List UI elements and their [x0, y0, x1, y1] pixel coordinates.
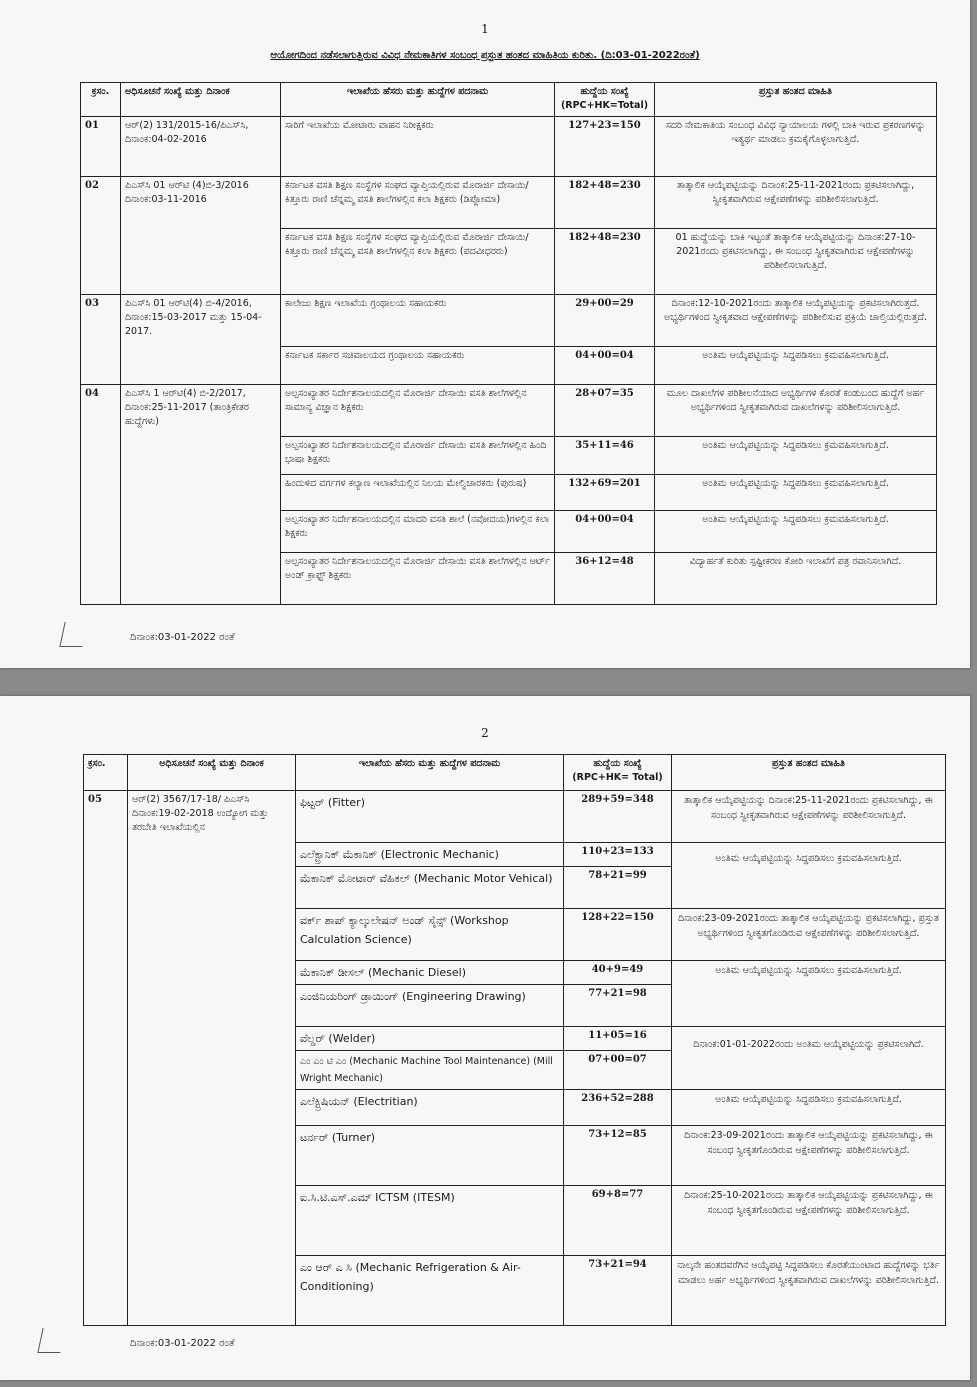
- post-name: ವರ್ಕ್ ಶಾಪ್ ಕ್ಯಾಲ್ಕುಲೇಷನ್ ಅಂಡ್ ಸೈನ್ಸ್ (Workshop Calculation Science): [296, 909, 564, 961]
- page-title: ಆಯೋಗದಿಂದ ನಡೆಸಲಾಗುತ್ತಿರುವ ವಿವಿಧ ನೇಮಕಾತಿಗಳ ಸಂಬಂಧ ಪ್ರಸ್ತುತ ಹಂತದ ಮಾಹಿತಿಯ ಕುರಿತು. (ದಿ:03-01-2022ರಂತೆ): [270, 50, 700, 61]
- status-text: ಅಂತಿಮ ಆಯ್ಕೆಪಟ್ಟಿಯನ್ನು ಸಿದ್ಧಪಡಿಸಲು ಕ್ರಮವಹಿಸಲಾಗುತ್ತಿದೆ.: [672, 961, 946, 1027]
- table-row: [81, 177, 937, 229]
- post-count: 127+23=150: [555, 117, 655, 177]
- post-name: ಎಂಜಿನಿಯರಿಂಗ್ ಡ್ರಾಯಿಂಗ್ (Engineering Drawing): [296, 985, 564, 1027]
- header-notification: ಅಧಿಸೂಚನೆ ಸಂಖ್ಯೆ ಮತ್ತು ದಿನಾಂಕ: [128, 755, 296, 791]
- header-posts: ಹುದ್ದೆಯ ಸಂಖ್ಯೆ (RPC+HK=Total): [555, 83, 655, 117]
- document-page-2: [0, 696, 970, 1380]
- table-row: [81, 117, 937, 177]
- notification-number: ಪಿಎಸ್‌ಸಿ 01 ಆರ್‌ಟಿ(4) ಬಿ-4/2016, ದಿನಾಂಕ:15-03-2017 ಮತ್ತು 15-04-2017.: [121, 295, 281, 385]
- status-text: ದಿನಾಂಕ:23-09-2021ರಂದು ತಾತ್ಕಾಲಿಕ ಆಯ್ಕೆಪಟ್ಟಿಯನ್ನು ಪ್ರಕಟಿಸಲಾಗಿದ್ದು, ಈ ಸಂಬಂಧ ಸ್ವೀಕೃತಗೊಂಡಿರುವ ಆಕ್ಷೇಪಣೆಗಳನ್ನು ಪರಿಶೀಲಿಸಲಾಗುತ್ತಿದೆ.: [672, 1126, 946, 1186]
- header-sl: ಕ್ರಸಂ.: [81, 83, 121, 117]
- header-notification: ಅಧಿಸೂಚನೆ ಸಂಖ್ಯೆ ಮತ್ತು ದಿನಾಂಕ: [121, 83, 281, 117]
- handwritten-tick-mark: [59, 622, 87, 647]
- post-count: 132+69=201: [555, 475, 655, 511]
- status-text: ನಾಲ್ಕನೇ ಹಂತದವರೆಗಿನ ಆಯ್ಕೆಪಟ್ಟಿ ಸಿದ್ಧಪಡಿಸಲು ಕೊರತೆಯುಂಟಾದ ಹುದ್ದೆಗಳನ್ನು ಭರ್ತಿ ಮಾಡಲು ಅರ್ಹ ಅಭ್ಯರ್ಥಿಗಳಿಂದ ಸ್ವೀಕೃತವಾಗಿರುವ ದಾಖಲೆಗಳನ್ನು ಪರಿಶೀಲಿಸಲಾಗುತ್ತಿದೆ.: [672, 1256, 946, 1326]
- status-text: ದಿನಾಂಕ:23-09-2021ರಂದು ತಾತ್ಕಾಲಿಕ ಆಯ್ಕೆಪಟ್ಟಿಯನ್ನು ಪ್ರಕಟಿಸಲಾಗಿದ್ದು, ಪ್ರಸ್ತುತ ಅಭ್ಯರ್ಥಿಗಳಿಂದ ಸ್ವೀಕೃತಗೊಂಡಿರುವ ಆಕ್ಷೇಪಣೆಗಳನ್ನು ಪರಿಶೀಲಿಸಲಾಗುತ್ತಿದೆ.: [672, 909, 946, 961]
- document-page-1: [0, 0, 970, 668]
- post-count: 110+23=133: [564, 843, 672, 867]
- table-header-row: [81, 83, 937, 117]
- page-number: 1: [481, 22, 489, 36]
- header-department: ಇಲಾಖೆಯ ಹೆಸರು ಮತ್ತು ಹುದ್ದೆಗಳ ಪದನಾಮ: [296, 755, 564, 791]
- post-count: 07+00=07: [564, 1051, 672, 1090]
- table-row: [81, 295, 937, 347]
- post-name: ಮೆಕಾನಿಕ್ ಡೀಸಲ್ (Mechanic Diesel): [296, 961, 564, 985]
- post-count: 28+07=35: [555, 385, 655, 437]
- handwritten-tick-mark: [37, 1328, 65, 1353]
- status-text: ದಿನಾಂಕ:12-10-2021ರಂದು ತಾತ್ಕಾಲಿಕ ಆಯ್ಕೆಪಟ್ಟಿಯನ್ನು ಪ್ರಕಟಿಸಲಾಗಿರುತ್ತದೆ. ಅಭ್ಯರ್ಥಿಗಳಿಂದ ಸ್ವೀಕೃತವಾದ ಆಕ್ಷೇಪಣೆಗಳನ್ನು ಪರಿಶೀಲಿಸುವ ಪ್ರಕ್ರಿಯೆ ಚಾಲ್ತಿಯಲ್ಲಿರುತ್ತದೆ.: [655, 295, 937, 347]
- post-count: 236+52=288: [564, 1090, 672, 1126]
- post-name: ಎಲೆಕ್ಟ್ರಿಷಿಯನ್ (Electritian): [296, 1090, 564, 1126]
- sl-number: 02: [81, 177, 121, 295]
- notification-number: ಪಿಎಸ್‌ಸಿ 01 ಆರ್‌ಟಿ (4)ಬಿ-3/2016 ದಿನಾಂಕ:03-11-2016: [121, 177, 281, 295]
- status-text: ಅಂತಿಮ ಆಯ್ಕೆಪಟ್ಟಿಯನ್ನು ಸಿದ್ಧಪಡಿಸಲು ಕ್ರಮವಹಿಸಲಾಗುತ್ತಿದೆ.: [672, 1090, 946, 1126]
- post-count: 11+05=16: [564, 1027, 672, 1051]
- header-sl: ಕ್ರಸಂ.: [84, 755, 128, 791]
- table-row: [81, 385, 937, 437]
- status-text: ದಿನಾಂಕ:01-01-2022ರಂದು ಅಂತಿಮ ಆಯ್ಕೆಪಟ್ಟಿಯನ್ನು ಪ್ರಕಟಿಸಲಾಗಿದೆ.: [672, 1027, 946, 1090]
- status-text: ಸದರಿ ನೇಮಕಾತಿಯ ಸಂಬಂಧ ವಿವಿಧ ನ್ಯಾಯಾಲಯ ಗಳಲ್ಲಿ ಬಾಕಿ ಇರುವ ಪ್ರಕರಣಗಳನ್ನು ಇತ್ಯರ್ಥ ಮಾಡಲು ಕ್ರಮಕೈಗೊಳ್ಳಲಾಗುತ್ತಿದೆ.: [655, 117, 937, 177]
- table-row: [84, 791, 946, 843]
- post-count: 182+48=230: [555, 229, 655, 295]
- post-name: ಕರ್ನಾಟಕ ವಸತಿ ಶಿಕ್ಷಣ ಸಂಸ್ಥೆಗಳ ಸಂಘದ ವ್ಯಾಪ್ತಿಯಲ್ಲಿರುವ ಮೊರಾರ್ಜಿ ದೇಸಾಯಿ/ ಕಿತ್ತೂರು ರಾಣಿ ಚೆನ್ನಮ್ಮ ವಸತಿ ಶಾಲೆಗಳಲ್ಲಿನ ಕಲಾ ಶಿಕ್ಷಕರು (ಪದವೀಧರರು): [281, 229, 555, 295]
- post-count: 128+22=150: [564, 909, 672, 961]
- post-name: ಅಲ್ಪಸಂಖ್ಯಾತರ ನಿರ್ದೇಶನಾಲಯದಲ್ಲಿನ ಮೊರಾರ್ಜಿ ದೇಸಾಯಿ ವಸತಿ ಶಾಲೆಗಳಲ್ಲಿನ ಸಾಮಾನ್ಯ ವಿಜ್ಞಾನ ಶಿಕ್ಷಕರು: [281, 385, 555, 437]
- post-name: ಕರ್ನಾಟಕ ಸರ್ಕಾರ ಸಚಿವಾಲಯದ ಗ್ರಂಥಾಲಯ ಸಹಾಯಕರು: [281, 347, 555, 385]
- post-name: ಫಿಟ್ಟರ್ (Fitter): [296, 791, 564, 843]
- header-department: ಇಲಾಖೆಯ ಹೆಸರು ಮತ್ತು ಹುದ್ದೆಗಳ ಪದನಾಮ: [281, 83, 555, 117]
- sl-number: 01: [81, 117, 121, 177]
- post-name: ಎಂ ಎಂ ಟಿ ಎಂ (Mechanic Machine Tool Maintenance) (Mill Wright Mechanic): [296, 1051, 564, 1090]
- notification-number: ಆರ್(2) 131/2015-16/ಪಿಎಸ್‌ಸಿ, ದಿನಾಂಕ:04-02-2016: [121, 117, 281, 177]
- post-count: 04+00=04: [555, 511, 655, 553]
- recruitment-status-table: [80, 82, 937, 605]
- post-count: 04+00=04: [555, 347, 655, 385]
- status-text: ಅಂತಿಮ ಆಯ್ಕೆಪಟ್ಟಿಯನ್ನು ಸಿದ್ಧಪಡಿಸಲು ಕ್ರಮವಹಿಸಲಾಗುತ್ತಿದೆ.: [672, 843, 946, 909]
- recruitment-status-table: [83, 754, 946, 1326]
- notification-number: ಪಿಎಸ್‌ಸಿ 1 ಆರ್‌ಟಿ(4) ಬಿ-2/2017, ದಿನಾಂಕ:25-11-2017 (ತಾಂತ್ರಿಕೇತರ ಹುದ್ದೆಗಳು): [121, 385, 281, 605]
- post-name: ಮೆಕಾನಿಕ್ ಮೋಟಾರ್ ವೆಹಿಕಲ್ (Mechanic Motor Vehical): [296, 867, 564, 909]
- status-text: ಅಂತಿಮ ಆಯ್ಕೆಪಟ್ಟಿಯನ್ನು ಸಿದ್ಧಪಡಿಸಲು ಕ್ರಮವಹಿಸಲಾಗುತ್ತಿದೆ.: [655, 437, 937, 475]
- post-count: 35+11=46: [555, 437, 655, 475]
- post-name: ಟರ್ನರ್ (Turner): [296, 1126, 564, 1186]
- sl-number: 05: [84, 791, 128, 1326]
- status-text: ದಿನಾಂಕ:25-10-2021ರಂದು ತಾತ್ಕಾಲಿಕ ಆಯ್ಕೆಪಟ್ಟಿಯನ್ನು ಪ್ರಕಟಿಸಲಾಗಿದ್ದು, ಈ ಸಂಬಂಧ ಸ್ವೀಕೃತಗೊಂಡಿರುವ ಆಕ್ಷೇಪಣೆಗಳನ್ನು ಪರಿಶೀಲಿಸಲಾಗುತ್ತಿದೆ.: [672, 1186, 946, 1256]
- sl-number: 04: [81, 385, 121, 605]
- post-name: ಅಲ್ಪಸಂಖ್ಯಾತರ ನಿರ್ದೇಶನಾಲಯದಲ್ಲಿನ ಮೊರಾರ್ಜಿ ದೇಸಾಯಿ ವಸತಿ ಶಾಲೆಗಳಲ್ಲಿನ ಆರ್ಟ್ ಅಂಡ್ ಕ್ರಾಫ್ಟ್ ಶಿಕ್ಷಕರು: [281, 553, 555, 605]
- status-text: ಅಂತಿಮ ಆಯ್ಕೆಪಟ್ಟಿಯನ್ನು ಸಿದ್ಧಪಡಿಸಲು ಕ್ರಮವಹಿಸಲಾಗುತ್ತಿದೆ.: [655, 347, 937, 385]
- status-text: ವಿದ್ಯಾರ್ಹತೆ ಕುರಿತು ಸ್ಪಷ್ಟೀಕರಣ ಕೋರಿ ಇಲಾಖೆಗೆ ಪತ್ರ ರವಾನಿಸಲಾಗಿದೆ.: [655, 553, 937, 605]
- page-footer-date: ದಿನಾಂಕ:03-01-2022 ರಂತೆ: [130, 1338, 235, 1349]
- post-count: 78+21=99: [564, 867, 672, 909]
- post-name: ಐ.ಸಿ.ಟಿ.ಎಸ್.ಎಮ್ ICTSM (ITESM): [296, 1186, 564, 1256]
- post-count: 73+12=85: [564, 1126, 672, 1186]
- header-status: ಪ್ರಸ್ತುತ ಹಂತದ ಮಾಹಿತಿ: [655, 83, 937, 117]
- header-posts: ಹುದ್ದೆಯ ಸಂಖ್ಯೆ (RPC+HK= Total): [564, 755, 672, 791]
- post-count: 40+9=49: [564, 961, 672, 985]
- post-name: ಎಲೆಕ್ಟ್ರಾನಿಕ್ ಮೆಕಾನಿಕ್ (Electronic Mechanic): [296, 843, 564, 867]
- post-count: 77+21=98: [564, 985, 672, 1027]
- post-count: 69+8=77: [564, 1186, 672, 1256]
- status-text: 01 ಹುದ್ದೆಯನ್ನು ಬಾಕಿ ಇಟ್ಟಂತೆ ತಾತ್ಕಾಲಿಕ ಆಯ್ಕೆಪಟ್ಟಿಯನ್ನು ದಿನಾಂಕ:27-10-2021ರಂದು ಪ್ರಕಟಿಸಲಾಗಿದ್ದು, ಈ ಸಂಬಂಧ ಸ್ವೀಕೃತವಾಗಿರುವ ಆಕ್ಷೇಪಣೆಗಳನ್ನು ಪರಿಶೀಲಿಸಲಾಗುತ್ತಿದೆ.: [655, 229, 937, 295]
- post-name: ಎಂ ಆರ್ ಎ ಸಿ (Mechanic Refrigeration & Air-Conditioning): [296, 1256, 564, 1326]
- post-name: ಸಾರಿಗೆ ಇಲಾಖೆಯ ಮೋಟಾರು ವಾಹನ ನಿರೀಕ್ಷಕರು: [281, 117, 555, 177]
- post-name: ಕರ್ನಾಟಕ ವಸತಿ ಶಿಕ್ಷಣ ಸಂಸ್ಥೆಗಳ ಸಂಘದ ವ್ಯಾಪ್ತಿಯಲ್ಲಿರುವ ಮೊರಾರ್ಜಿ ದೇಸಾಯಿ/ ಕಿತ್ತೂರು ರಾಣಿ ಚೆನ್ನಮ್ಮ ವಸತಿ ಶಾಲೆಗಳಲ್ಲಿನ ಕಲಾ ಶಿಕ್ಷಕರು (ಡಿಪ್ಲೋಮಾ): [281, 177, 555, 229]
- post-name: ಕಾಲೇಜು ಶಿಕ್ಷಣ ಇಲಾಖೆಯ ಗ್ರಂಥಾಲಯ ಸಹಾಯಕರು: [281, 295, 555, 347]
- post-name: ಅಲ್ಪಸಂಖ್ಯಾತರ ನಿರ್ದೇಶನಾಲಯದಲ್ಲಿನ ಮಾದರಿ ವಸತಿ ಶಾಲೆ (ನವೋದಯ)ಗಳಲ್ಲಿನ ಕಲಾ ಶಿಕ್ಷಕರು: [281, 511, 555, 553]
- post-count: 36+12=48: [555, 553, 655, 605]
- post-name: ವೆಲ್ಡರ್ (Welder): [296, 1027, 564, 1051]
- table-header-row: [84, 755, 946, 791]
- status-text: ಮೂಲ ದಾಖಲೆಗಳ ಪರಿಶೀಲನೆಯಾದ ಅಭ್ಯರ್ಥಿಗಳ ಕೊರತೆ ಕಂಡುಬಂದ ಹುದ್ದೆಗೆ ಅರ್ಹ ಅಭ್ಯರ್ಥಿಗಳಿಂದ ಸ್ವೀಕೃತವಾಗಿರುವ ದಾಖಲೆಗಳನ್ನು ಪರಿಶೀಲಿಸಲಾಗುತ್ತಿದೆ.: [655, 385, 937, 437]
- post-count: 182+48=230: [555, 177, 655, 229]
- status-text: ಅಂತಿಮ ಆಯ್ಕೆಪಟ್ಟಿಯನ್ನು ಸಿದ್ಧಪಡಿಸಲು ಕ್ರಮವಹಿಸಲಾಗುತ್ತಿದೆ.: [655, 511, 937, 553]
- notification-number: ಆರ್(2) 3567/17-18/ ಪಿಎಸ್‌ಸಿ ದಿನಾಂಕ:19-02-2018 ಉದ್ಯೋಗ ಮತ್ತು ತರಬೇತಿ ಇಲಾಖೆಯಲ್ಲಿನ: [128, 791, 296, 1326]
- page-number: 2: [481, 726, 489, 740]
- status-text: ತಾತ್ಕಾಲಿಕ ಆಯ್ಕೆಪಟ್ಟಿಯನ್ನು ದಿನಾಂಕ:25-11-2021ರಂದು ಪ್ರಕಟಿಸಲಾಗಿದ್ದು, ಈ ಸಂಬಂಧ ಸ್ವೀಕೃತವಾಗಿರುವ ಆಕ್ಷೇಪಣೆಗಳನ್ನು ಪರಿಶೀಲಿಸಲಾಗುತ್ತಿದೆ.: [672, 791, 946, 843]
- page-footer-date: ದಿನಾಂಕ:03-01-2022 ರಂತೆ: [130, 632, 235, 643]
- post-name: ಹಿಂದುಳಿದ ವರ್ಗಗಳ ಕಲ್ಯಾಣ ಇಲಾಖೆಯಲ್ಲಿನ ನಿಲಯ ಮೇಲ್ವಿಚಾರಕರು (ಪುರುಷ): [281, 475, 555, 511]
- status-text: ತಾತ್ಕಾಲಿಕ ಆಯ್ಕೆಪಟ್ಟಿಯನ್ನು ದಿನಾಂಕ:25-11-2021ರಂದು ಪ್ರಕಟಿಸಲಾಗಿದ್ದು, ಸ್ವೀಕೃತವಾಗಿರುವ ಆಕ್ಷೇಪಣೆಗಳನ್ನು ಪರಿಶೀಲಿಸಲಾಗುತ್ತಿದೆ.: [655, 177, 937, 229]
- post-name: ಅಲ್ಪಸಂಖ್ಯಾತರ ನಿರ್ದೇಶನಾಲಯದಲ್ಲಿನ ಮೊರಾರ್ಜಿ ದೇಸಾಯಿ ವಸತಿ ಶಾಲೆಗಳಲ್ಲಿನ ಹಿಂದಿ ಭಾಷಾ ಶಿಕ್ಷಕರು: [281, 437, 555, 475]
- post-count: 29+00=29: [555, 295, 655, 347]
- post-count: 289+59=348: [564, 791, 672, 843]
- sl-number: 03: [81, 295, 121, 385]
- header-status: ಪ್ರಸ್ತುತ ಹಂತದ ಮಾಹಿತಿ: [672, 755, 946, 791]
- post-count: 73+21=94: [564, 1256, 672, 1326]
- status-text: ಅಂತಿಮ ಆಯ್ಕೆಪಟ್ಟಿಯನ್ನು ಸಿದ್ಧಪಡಿಸಲು ಕ್ರಮವಹಿಸಲಾಗುತ್ತಿದೆ.: [655, 475, 937, 511]
